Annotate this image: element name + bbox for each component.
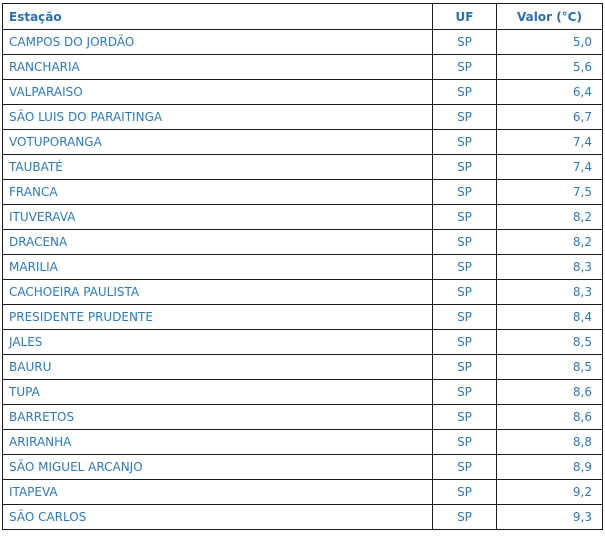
value-cell: 8,6 xyxy=(497,405,603,430)
value-cell: 5,0 xyxy=(497,30,603,55)
column-header-station: Estação xyxy=(3,4,433,30)
table-row xyxy=(3,430,603,455)
station-cell: FRANCA xyxy=(3,180,433,205)
table-row xyxy=(3,180,603,205)
column-header-value: Valor (°C) xyxy=(497,4,603,30)
table-row xyxy=(3,105,603,130)
uf-cell: SP xyxy=(433,305,497,330)
uf-cell: SP xyxy=(433,505,497,530)
station-cell: SÃO CARLOS xyxy=(3,505,433,530)
value-cell: 9,2 xyxy=(497,480,603,505)
uf-cell: SP xyxy=(433,105,497,130)
station-cell: TAUBATÉ xyxy=(3,155,433,180)
uf-cell: SP xyxy=(433,380,497,405)
station-cell: ITUVERAVA xyxy=(3,205,433,230)
table-row xyxy=(3,330,603,355)
station-cell: BAURU xyxy=(3,355,433,380)
station-cell: CAMPOS DO JORDÃO xyxy=(3,30,433,55)
station-cell: VOTUPORANGA xyxy=(3,130,433,155)
table-row xyxy=(3,380,603,405)
station-cell: BARRETOS xyxy=(3,405,433,430)
column-header-uf: UF xyxy=(433,4,497,30)
value-cell: 8,2 xyxy=(497,205,603,230)
uf-cell: SP xyxy=(433,80,497,105)
table-row xyxy=(3,355,603,380)
uf-cell: SP xyxy=(433,355,497,380)
station-cell: ITAPEVA xyxy=(3,480,433,505)
value-cell: 8,8 xyxy=(497,430,603,455)
uf-cell: SP xyxy=(433,230,497,255)
uf-cell: SP xyxy=(433,405,497,430)
uf-cell: SP xyxy=(433,430,497,455)
uf-cell: SP xyxy=(433,280,497,305)
value-cell: 9,3 xyxy=(497,505,603,530)
table-row xyxy=(3,30,603,55)
station-cell: MARILIA xyxy=(3,255,433,280)
table-row xyxy=(3,55,603,80)
uf-cell: SP xyxy=(433,205,497,230)
table-row xyxy=(3,305,603,330)
uf-cell: SP xyxy=(433,180,497,205)
station-cell: TUPA xyxy=(3,380,433,405)
station-cell: RANCHARIA xyxy=(3,55,433,80)
station-cell: DRACENA xyxy=(3,230,433,255)
table-row xyxy=(3,80,603,105)
station-cell: CACHOEIRA PAULISTA xyxy=(3,280,433,305)
value-cell: 6,7 xyxy=(497,105,603,130)
value-cell: 7,4 xyxy=(497,155,603,180)
value-cell: 7,5 xyxy=(497,180,603,205)
uf-cell: SP xyxy=(433,55,497,80)
table-header-row xyxy=(3,4,603,30)
table-row xyxy=(3,205,603,230)
value-cell: 8,2 xyxy=(497,230,603,255)
value-cell: 8,5 xyxy=(497,355,603,380)
value-cell: 8,9 xyxy=(497,455,603,480)
table-row xyxy=(3,480,603,505)
table-row xyxy=(3,280,603,305)
station-cell: PRESIDENTE PRUDENTE xyxy=(3,305,433,330)
value-cell: 8,4 xyxy=(497,305,603,330)
uf-cell: SP xyxy=(433,480,497,505)
value-cell: 8,5 xyxy=(497,330,603,355)
station-cell: ARIRANHA xyxy=(3,430,433,455)
value-cell: 8,3 xyxy=(497,255,603,280)
value-cell: 8,3 xyxy=(497,280,603,305)
uf-cell: SP xyxy=(433,155,497,180)
table-row xyxy=(3,455,603,480)
value-cell: 5,6 xyxy=(497,55,603,80)
table-row xyxy=(3,505,603,530)
temperature-table xyxy=(2,3,603,530)
table-row xyxy=(3,255,603,280)
table-row xyxy=(3,155,603,180)
station-cell: SÃO MIGUEL ARCANJO xyxy=(3,455,433,480)
value-cell: 6,4 xyxy=(497,80,603,105)
value-cell: 7,4 xyxy=(497,130,603,155)
uf-cell: SP xyxy=(433,455,497,480)
station-cell: SÃO LUIS DO PARAITINGA xyxy=(3,105,433,130)
uf-cell: SP xyxy=(433,330,497,355)
uf-cell: SP xyxy=(433,255,497,280)
uf-cell: SP xyxy=(433,30,497,55)
uf-cell: SP xyxy=(433,130,497,155)
value-cell: 8,6 xyxy=(497,380,603,405)
table-row xyxy=(3,130,603,155)
station-cell: VALPARAISO xyxy=(3,80,433,105)
table-row xyxy=(3,230,603,255)
table-row xyxy=(3,405,603,430)
station-cell: JALES xyxy=(3,330,433,355)
